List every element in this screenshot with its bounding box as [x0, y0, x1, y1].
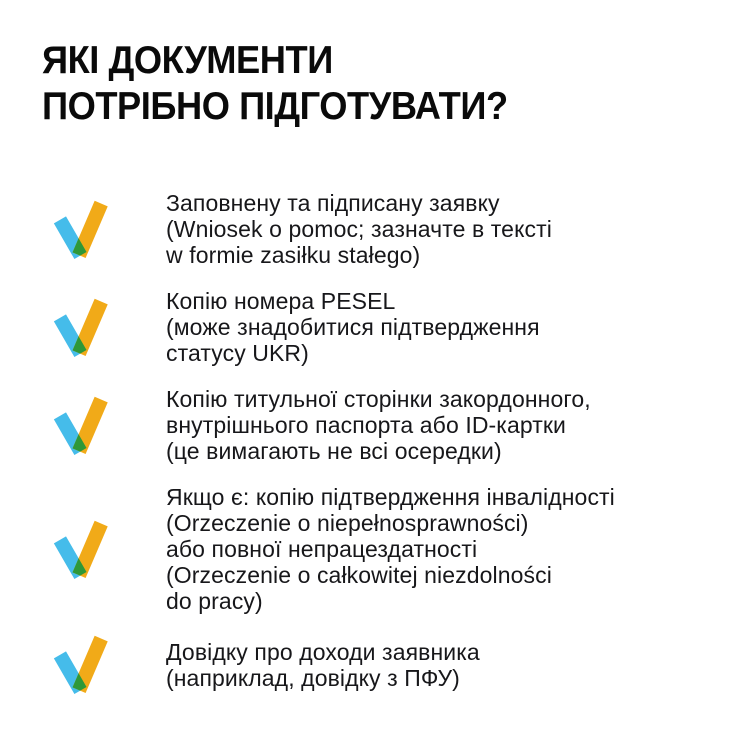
checklist-item-text	[166, 288, 540, 366]
check-icon	[52, 199, 108, 260]
checklist-item-line: (наприклад, довідку з ПФУ)	[166, 664, 460, 691]
checklist-item-line: (це вимагають не всі осередки)	[166, 438, 502, 464]
checklist-item-line: Заповнену та підписану заявку	[166, 190, 500, 216]
checklist-item-line: або повної непрацездатності	[166, 536, 478, 562]
check-icon	[52, 519, 108, 580]
check-icon	[52, 297, 108, 358]
checklist-item-line: (Orzeczenie o niepełnosprawności)	[166, 510, 529, 536]
checklist-item-line: w formie zasiłku stałego)	[166, 242, 421, 268]
checklist-item	[52, 288, 714, 366]
checklist-item	[52, 190, 714, 268]
page-title-line: ЯКІ ДОКУМЕНТИ	[42, 39, 333, 82]
checklist-item-text	[166, 484, 615, 614]
checklist-item-line: (Orzeczenie o całkowitej niezdolności	[166, 562, 552, 588]
checklist-item	[52, 634, 714, 695]
check-icon	[52, 395, 108, 456]
checklist-item-text	[166, 190, 552, 268]
check-icon	[52, 634, 108, 695]
document-checklist	[52, 190, 714, 695]
checklist-item-line: (Wniosek o pomoc; зазначте в тексті	[166, 216, 552, 242]
checklist-item-line: внутрішнього паспорта або ID-картки	[166, 412, 566, 438]
checklist-item-line: статусу UKR)	[166, 340, 309, 366]
checklist-item-line: Якщо є: копію підтвердження інвалідності	[166, 484, 615, 510]
checklist-item-line: (може знадобитися підтвердження	[166, 314, 540, 340]
checklist-item	[52, 484, 714, 614]
checklist-item-text	[166, 386, 591, 464]
checklist-item-line: do pracy)	[166, 588, 263, 614]
checklist-item-line: Довідку про доходи заявника	[166, 638, 480, 665]
page-title	[42, 38, 508, 130]
checklist-item	[52, 386, 714, 464]
checklist-item-line: Копію титульної сторінки закордонного,	[166, 386, 591, 412]
checklist-item-text	[166, 639, 480, 691]
checklist-item-line: Копію номера PESEL	[166, 288, 396, 314]
page-title-line: ПОТРІБНО ПІДГОТУВАТИ?	[42, 85, 508, 128]
